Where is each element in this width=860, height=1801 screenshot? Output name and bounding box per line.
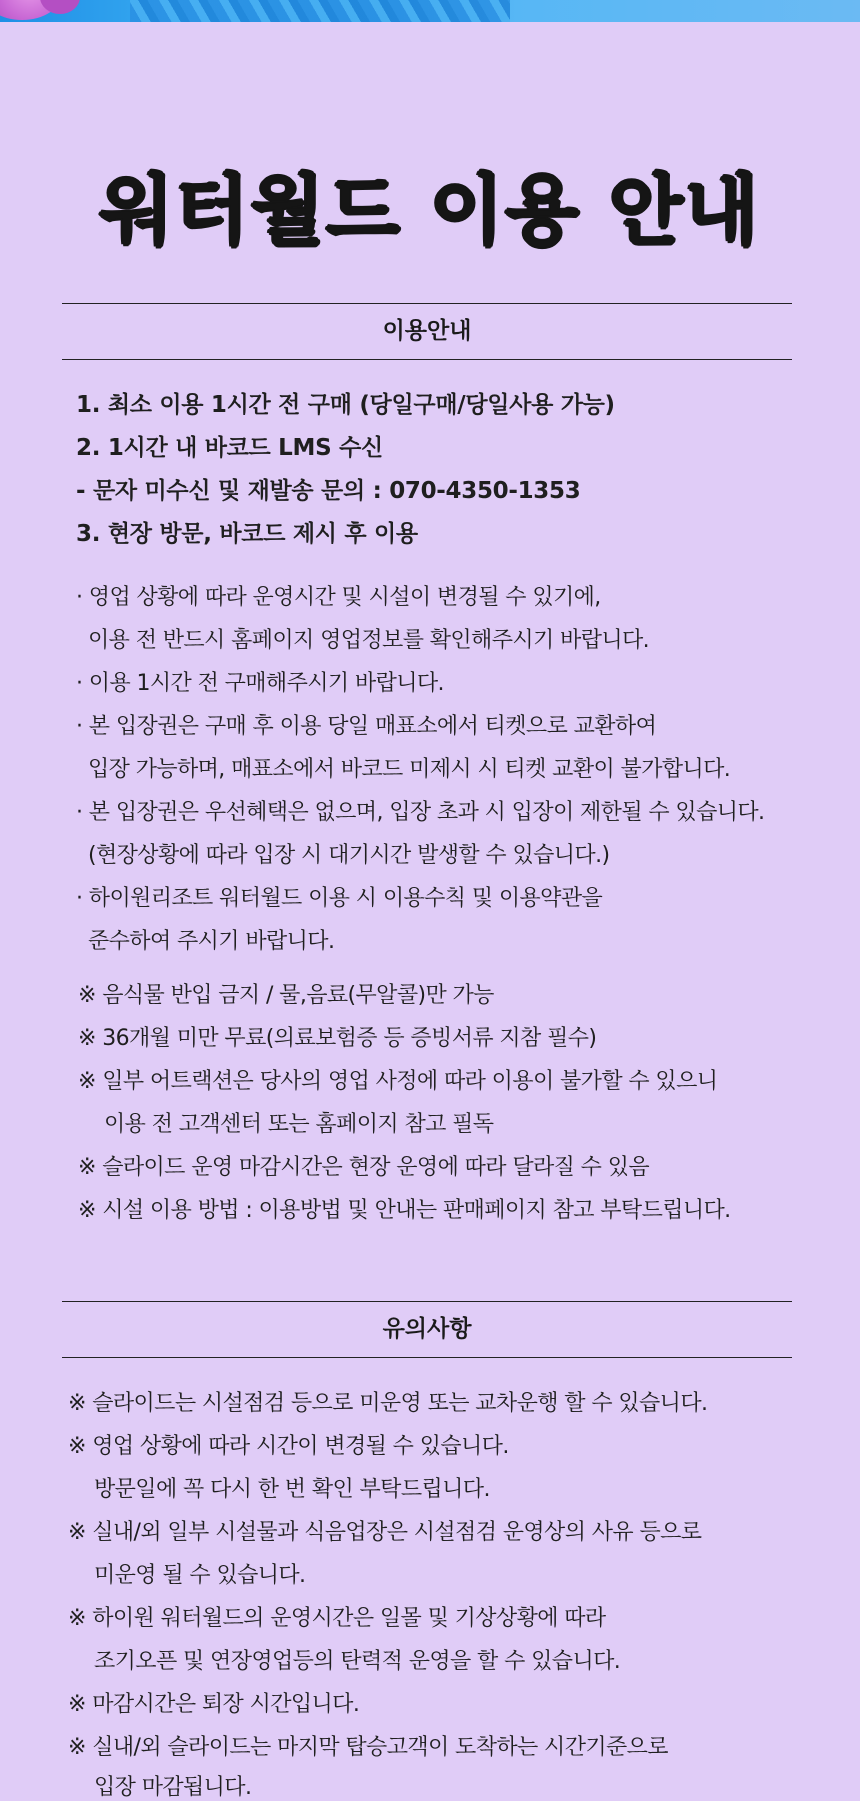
pool-water-graphic (130, 0, 510, 22)
usage-step-contact: - 문자 미수신 및 재발송 문의 : 070-4350-1353 (76, 478, 581, 504)
usage-note: · 하이원리조트 워터월드 이용 시 이용수칙 및 이용약관을 (76, 886, 603, 911)
caution-item: ※ 하이원 워터월드의 운영시간은 일몰 및 기상상황에 따라 (68, 1606, 606, 1631)
top-banner-image (0, 0, 860, 22)
caution-item: 미운영 될 수 있습니다. (94, 1563, 306, 1588)
usage-remark: ※ 시설 이용 방법 : 이용방법 및 안내는 판매페이지 참고 부탁드립니다. (78, 1198, 731, 1223)
usage-note: · 이용 1시간 전 구매해주시기 바랍니다. (76, 671, 444, 696)
usage-remark: 이용 전 고객센터 또는 홈페이지 참고 필독 (104, 1112, 494, 1137)
usage-step: 2. 1시간 내 바코드 LMS 수신 (76, 435, 383, 461)
usage-remark: ※ 음식물 반입 금지 / 물,음료(무알콜)만 가능 (78, 983, 494, 1008)
usage-remark: ※ 일부 어트랙션은 당사의 영업 사정에 따라 이용이 불가할 수 있으니 (78, 1069, 718, 1094)
page-title: 워터월드 이용 안내 (99, 166, 761, 255)
usage-note: 입장 가능하며, 매표소에서 바코드 미제시 시 티켓 교환이 불가합니다. (88, 757, 731, 782)
usage-note: 이용 전 반드시 홈페이지 영업정보를 확인해주시기 바랍니다. (88, 628, 650, 653)
caution-item: ※ 실내/외 슬라이드는 마지막 탑승고객이 도착하는 시간기준으로 (68, 1735, 668, 1760)
usage-note: (현장상황에 따라 입장 시 대기시간 발생할 수 있습니다.) (88, 843, 610, 868)
usage-step: 1. 최소 이용 1시간 전 구매 (당일구매/당일사용 가능) (76, 392, 615, 418)
caution-item: ※ 실내/외 일부 시설물과 식음업장은 시설점검 운영상의 사유 등으로 (68, 1520, 702, 1545)
caution-item: ※ 슬라이드는 시설점검 등으로 미운영 또는 교차운행 할 수 있습니다. (68, 1391, 708, 1416)
caution-section-heading: 유의사항 (62, 1301, 792, 1358)
caution-item: ※ 마감시간은 퇴장 시간입니다. (68, 1692, 360, 1717)
usage-remark: ※ 슬라이드 운영 마감시간은 현장 운영에 따라 달라질 수 있음 (78, 1155, 650, 1180)
caution-item: 조기오픈 및 연장영업등의 탄력적 운영을 할 수 있습니다. (94, 1649, 621, 1674)
usage-note: · 본 입장권은 구매 후 이용 당일 매표소에서 티켓으로 교환하여 (76, 714, 657, 739)
usage-note: 준수하여 주시기 바랍니다. (88, 929, 335, 954)
usage-note: · 영업 상황에 따라 운영시간 및 시설이 변경될 수 있기에, (76, 585, 601, 610)
usage-step: 3. 현장 방문, 바코드 제시 후 이용 (76, 521, 418, 547)
caution-item: 방문일에 꼭 다시 한 번 확인 부탁드립니다. (94, 1477, 490, 1502)
usage-remark: ※ 36개월 미만 무료(의료보험증 등 증빙서류 지참 필수) (78, 1026, 597, 1051)
usage-note: · 본 입장권은 우선혜택은 없으며, 입장 초과 시 입장이 제한될 수 있습니다. (76, 800, 765, 825)
usage-section-heading: 이용안내 (62, 303, 792, 360)
caution-item: 입장 마감됩니다. (94, 1775, 252, 1800)
caution-item: ※ 영업 상황에 따라 시간이 변경될 수 있습니다. (68, 1434, 509, 1459)
